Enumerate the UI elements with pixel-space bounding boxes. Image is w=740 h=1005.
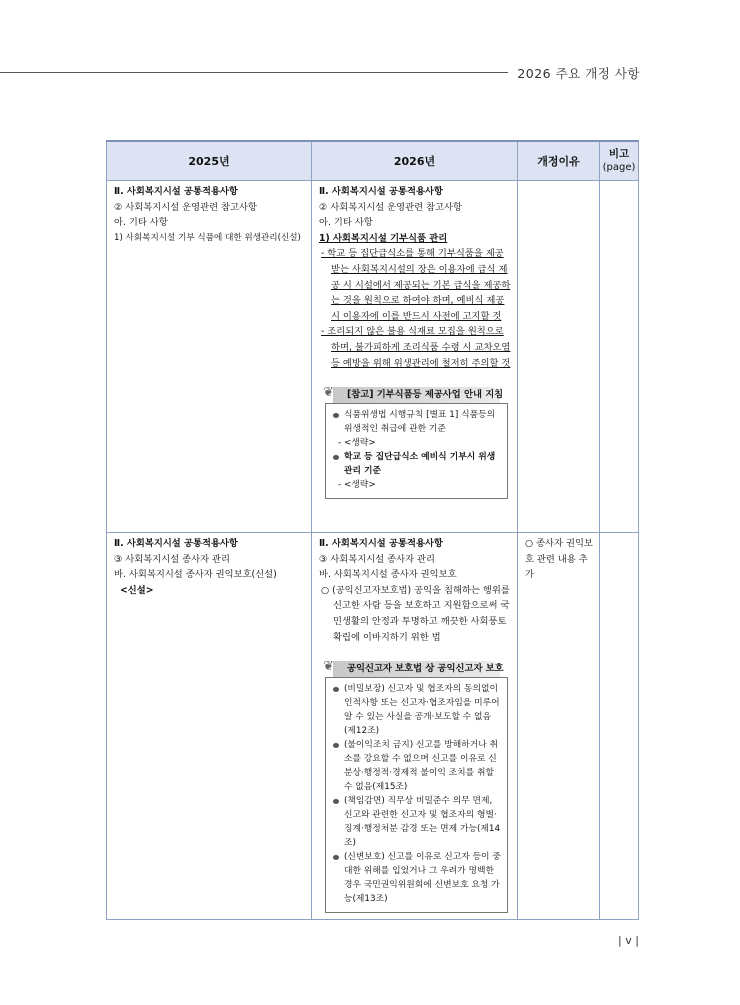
cell-2025-worker — [107, 533, 312, 920]
subitem-title: 1) 사회복지시설 기부식품 관리 — [319, 232, 448, 244]
page-number-bar: | — [618, 934, 626, 947]
item: 바. 사회복지시설 종사자 권익보호 — [319, 569, 457, 581]
page-number-value: v — [625, 934, 632, 947]
bullet-item: 학교 등 집단급식소 예비식 기부시 위생 관리 기준 — [332, 450, 501, 478]
item: 아. 기타 사항 — [319, 217, 373, 229]
table-header-row — [107, 141, 639, 181]
bullet-subitem: - <생략> — [338, 480, 376, 491]
column-header-2025: 2025년 — [107, 141, 312, 181]
plant-icon: ❦ — [323, 385, 334, 401]
subsection: ③ 사회복지시설 종사자 관리 — [319, 553, 435, 565]
section-heading: Ⅱ. 사회복지시설 공통적용사항 — [114, 538, 238, 549]
cell-reason-worker: ○ 종사자 권익보호 관련 내용 추가 — [518, 533, 600, 920]
reference-box — [325, 677, 508, 913]
note-header-label: 비고 — [608, 148, 630, 160]
page-number — [618, 934, 639, 947]
plant-icon: ❦ — [323, 659, 334, 675]
page-header-title: 2026 주요 개정 사항 — [517, 66, 640, 81]
cell-note-worker — [600, 533, 639, 920]
new-marker: <신설> — [120, 584, 154, 596]
circle-paragraph: ○ (공익신고자보호법) 공익을 침해하는 행위를 신고한 사람 등을 보호하고 지원함으로써 국민생활의 안정과 투명하고 깨끗한 사회풍토 확립에 이바지하기 위한 법 — [321, 584, 510, 643]
cell-reason-food — [518, 181, 600, 533]
column-header-reason: 개정이유 — [518, 141, 600, 181]
section-heading: Ⅱ. 사회복지시설 공통적용사항 — [319, 186, 443, 197]
bullet-item: (비밀보장) 신고자 및 협조자의 동의없이 인적사항 또는 신고자·협조자임을 미루어 알 수 있는 사실을 공개·보도할 수 없음(제12조) — [332, 682, 501, 738]
cell-2025-food — [107, 181, 312, 533]
dash-paragraph: - 조리되지 않은 불용 식재료 모집을 원칙으로 하며, 불가피하게 조리식품 수령 시 교차오염 등 예방을 위해 위생관리에 철저히 주의할 것 — [321, 326, 511, 369]
bullet-item: (불이익조치 금지) 신고를 방해하거나 취소를 강요할 수 없으며 신고를 이유로 신분상·행정적·경제적 불이익 조치를 취할 수 없음(제15조) — [332, 738, 501, 794]
item: 바. 사회복지시설 종사자 권익보호(신설) — [114, 569, 277, 581]
reference-box — [325, 403, 508, 499]
table-row — [107, 533, 639, 920]
column-header-note — [600, 141, 639, 181]
header-rule — [0, 72, 508, 73]
subsection: ② 사회복지시설 운영관련 참고사항 — [319, 201, 462, 213]
item: 아. 기타 사항 — [114, 217, 168, 229]
reference-box-title: 공익신고자 보호법 상 공익신고자 보호 — [347, 663, 504, 675]
subsection: ② 사회복지시설 운영관련 참고사항 — [114, 201, 257, 213]
dash-paragraph: - 학교 등 집단급식소를 통해 기부식품을 제공받는 사회복지시설의 장은 이용자에 급식 제공 시 시설에서 제공되는 기본 급식을 제공하는 것을 원칙으로 하여야 하며, 예비식 제공 시 이용자에 이를 반드시 사전에 고지할 것 — [321, 248, 511, 322]
comparison-table — [106, 140, 639, 920]
bullet-item: (신변보호) 신고를 이유로 신고자 등이 중대한 위해를 입었거나 그 우려가 명백한 경우 국민권익위원회에 신변보호 요청 가능(제13조) — [332, 850, 501, 906]
column-header-2026: 2026년 — [312, 141, 518, 181]
section-heading: Ⅱ. 사회복지시설 공통적용사항 — [114, 186, 238, 197]
bullet-subitem: - <생략> — [338, 438, 376, 449]
subitem: 1) 사회복지시설 기부 식품에 대한 위생관리(신설) — [114, 232, 301, 243]
note-header-page: (page) — [602, 162, 636, 173]
bullet-item: 식품위생법 시행규칙 [별표 1] 식품등의 위생적인 취급에 관한 기준 — [332, 408, 501, 436]
cell-2026-worker — [312, 533, 518, 920]
table-row — [107, 181, 639, 533]
cell-note-food — [600, 181, 639, 533]
bullet-item: (책임감면) 직무상 비밀준수 의무 면제, 신고와 관련한 신고자 및 협조자의 형벌·징계·행정처분 감경 또는 면제 가능(제14조) — [332, 794, 501, 850]
page-number-bar: | — [631, 934, 639, 947]
subsection: ③ 사회복지시설 종사자 관리 — [114, 553, 230, 565]
section-heading: Ⅱ. 사회복지시설 공통적용사항 — [319, 538, 443, 549]
reference-box-header — [319, 657, 512, 677]
cell-2026-food — [312, 181, 518, 533]
reference-box-title: [참고] 기부식품등 제공사업 안내 지침 — [347, 389, 504, 401]
reference-box-header — [319, 383, 512, 403]
